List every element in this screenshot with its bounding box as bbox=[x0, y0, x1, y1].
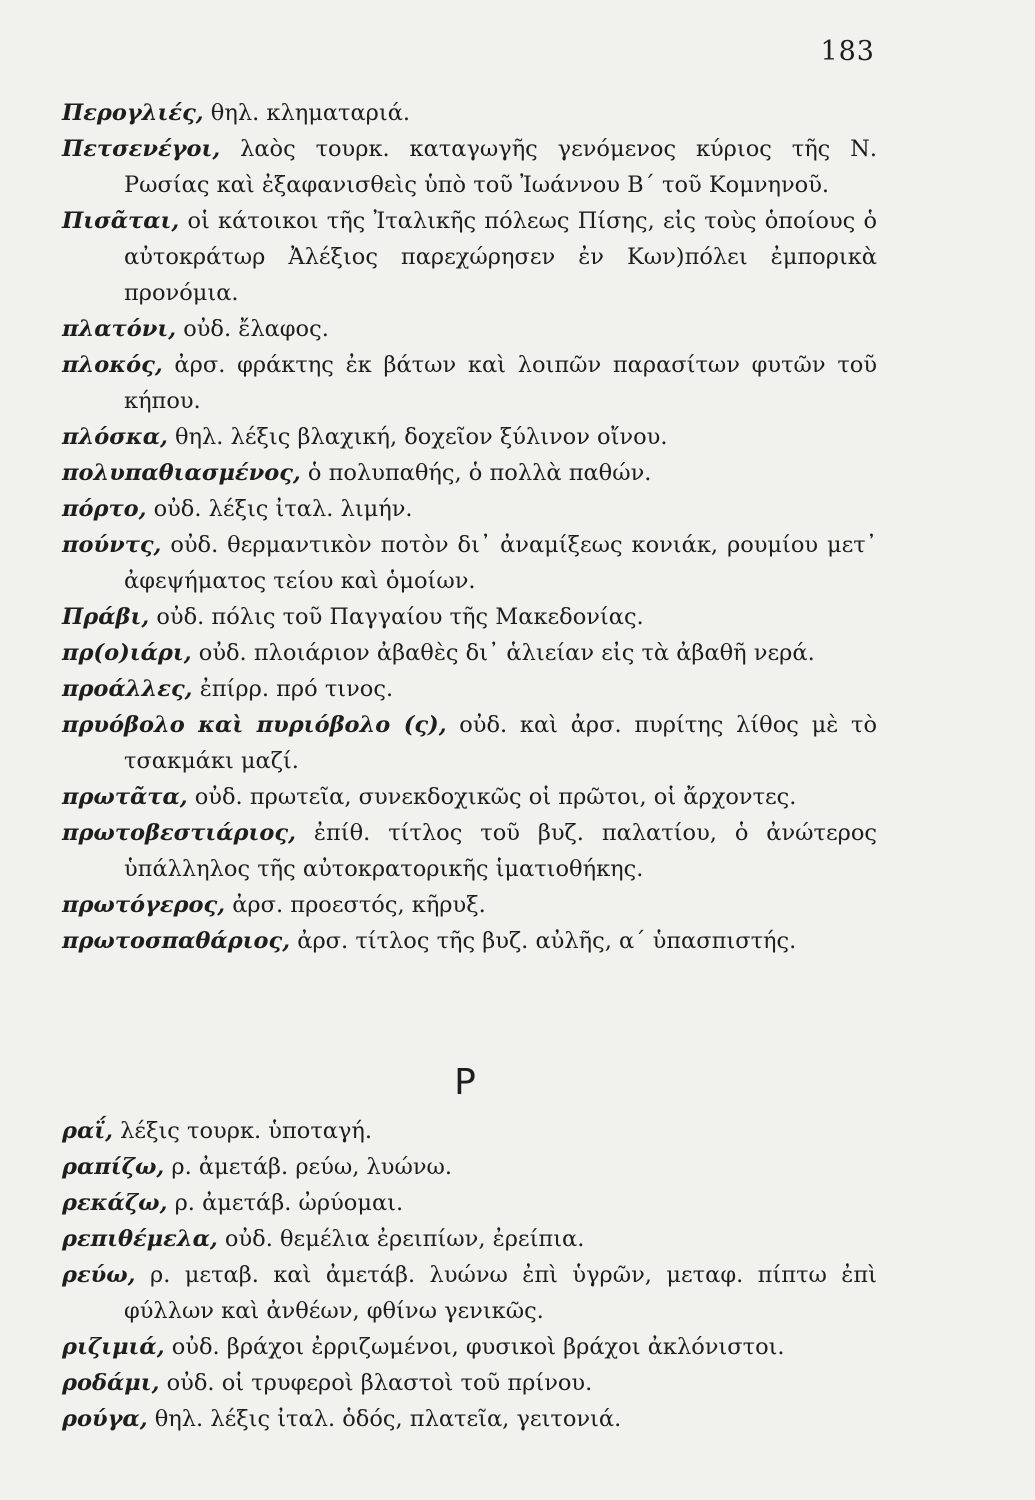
entry-definition: οὐδ. θεμέλια ἐρειπίων, ἐρείπια. bbox=[224, 1226, 585, 1252]
entry-headword: πρ(ο)ιάρι, bbox=[62, 640, 192, 666]
page-number: 183 bbox=[820, 36, 875, 67]
entry-definition: οὐδ. οἱ τρυφεροὶ βλαστοὶ τοῦ πρίνου. bbox=[166, 1370, 593, 1396]
glossary-entry bbox=[62, 527, 877, 599]
entry-definition: οὐδ. πρωτεῖα, συνεκδοχικῶς οἱ πρῶτοι, οἱ ἄρχοντες. bbox=[194, 784, 797, 810]
entry-headword: ραΐ, bbox=[62, 1118, 113, 1144]
glossary-entry bbox=[62, 1149, 877, 1185]
entry-definition: ἐπίθ. τίτλος τοῦ βυζ. παλατίου, ὁ ἀνώτερος ὑπάλληλος τῆς αὐτοκρατορικῆς ἱματιοθήκης. bbox=[124, 820, 878, 882]
entry-headword: πρωτόγερος, bbox=[62, 892, 226, 918]
entry-headword: πλατόνι, bbox=[62, 316, 177, 342]
glossary-entry bbox=[62, 131, 877, 203]
glossary-entry bbox=[62, 635, 877, 671]
entry-headword: Πράβι, bbox=[62, 604, 150, 630]
entry-definition: θηλ. λέξις βλαχική, δοχεῖον ξύλινον οἴνου. bbox=[175, 424, 668, 450]
entry-headword: πόρτο, bbox=[62, 496, 147, 522]
entry-headword: ραπίζω, bbox=[62, 1154, 165, 1180]
glossary-entry bbox=[62, 491, 877, 527]
section-letter: Ρ bbox=[454, 1062, 476, 1103]
glossary-entry bbox=[62, 1221, 877, 1257]
entry-headword: πρωτᾶτα, bbox=[62, 784, 188, 810]
glossary-entries-r bbox=[62, 1113, 877, 1437]
entry-headword: ρεκάζω, bbox=[62, 1190, 168, 1216]
glossary-entry bbox=[62, 779, 877, 815]
entry-headword: ρεπιθέμελα, bbox=[62, 1226, 218, 1252]
entry-definition: θηλ. λέξις ἰταλ. ὁδός, πλατεῖα, γειτονιά. bbox=[154, 1406, 622, 1432]
entry-headword: ροδάμι, bbox=[62, 1370, 160, 1396]
glossary-entry bbox=[62, 203, 877, 311]
entry-definition: οὐδ. θερμαντικὸν ποτὸν δι᾽ ἀναμίξεως κονιάκ, ρουμίου μετ᾽ ἀφεψήματος τείου καὶ ὁμοίων. bbox=[124, 532, 877, 594]
entry-definition: οἱ κάτοικοι τῆς Ἰταλικῆς πόλεως Πίσης, εἰς τοὺς ὁποίους ὁ αὐτοκράτωρ Ἀλέξιος παρεχώρησεν ἐν Κων)πόλει ἐμπορικὰ προνόμια. bbox=[124, 208, 877, 306]
glossary-entry bbox=[62, 95, 877, 131]
entry-headword: πούντς, bbox=[62, 532, 162, 558]
glossary-entry bbox=[62, 455, 877, 491]
entry-headword: πλοκός, bbox=[62, 352, 163, 378]
entry-headword: πρωτοσπαθάριος, bbox=[62, 928, 291, 954]
glossary-entry bbox=[62, 1113, 877, 1149]
glossary-entry bbox=[62, 347, 877, 419]
glossary-entry bbox=[62, 887, 877, 923]
entry-headword: ριζιμιά, bbox=[62, 1334, 165, 1360]
entry-definition: ἀρσ. φράκτης ἐκ βάτων καὶ λοιπῶν παρασίτων φυτῶν τοῦ κήπου. bbox=[124, 352, 877, 414]
entry-headword: ρεύω, bbox=[62, 1262, 136, 1288]
entry-definition: ρ. ἀμετάβ. ρεύω, λυώνω. bbox=[171, 1154, 453, 1180]
glossary-entry bbox=[62, 419, 877, 455]
entry-headword: προάλλες, bbox=[62, 676, 193, 702]
glossary-entry bbox=[62, 1401, 877, 1437]
entry-definition: ὁ πολυπαθής, ὁ πολλὰ παθών. bbox=[307, 460, 652, 486]
entry-definition: λέξις τουρκ. ὑποταγή. bbox=[120, 1118, 373, 1144]
entry-definition: ἀρσ. προεστός, κῆρυξ. bbox=[232, 892, 486, 918]
entry-definition: ἐπίρρ. πρό τινος. bbox=[199, 676, 394, 702]
entry-definition: ρ. ἀμετάβ. ὠρύομαι. bbox=[174, 1190, 404, 1216]
entry-definition: ἀρσ. τίτλος τῆς βυζ. αὐλῆς, α΄ ὑπασπιστής. bbox=[297, 928, 797, 954]
glossary-entries bbox=[62, 95, 877, 959]
entry-definition: οὐδ. λέξις ἰταλ. λιμήν. bbox=[153, 496, 413, 522]
entry-headword: Περογλιές, bbox=[62, 100, 204, 126]
entry-headword: Πισᾶται, bbox=[62, 208, 180, 234]
entry-definition: οὐδ. πλοιάριον ἀβαθὲς δι᾽ ἁλιείαν εἰς τὰ ἀβαθῆ νερά. bbox=[198, 640, 815, 666]
glossary-entry bbox=[62, 815, 877, 887]
entry-headword: πρυόβολο καὶ πυριόβολο (ς), bbox=[62, 712, 447, 738]
glossary-entry bbox=[62, 1257, 877, 1329]
entry-definition: οὐδ. ἔλαφος. bbox=[183, 316, 329, 342]
entry-headword: Πετσενέγοι, bbox=[62, 136, 221, 162]
glossary-entry bbox=[62, 707, 877, 779]
glossary-entry bbox=[62, 923, 877, 959]
glossary-entry bbox=[62, 1329, 877, 1365]
entry-definition: θηλ. κληματαριά. bbox=[210, 100, 411, 126]
entry-definition: λαὸς τουρκ. καταγωγῆς γενόμενος κύριος τῆς Ν. Ρωσίας καὶ ἐξαφανισθεὶς ὑπὸ τοῦ Ἰωάννου Β΄ τοῦ Κομνηνοῦ. bbox=[124, 136, 877, 198]
entry-definition: οὐδ. βράχοι ἐρριζωμένοι, φυσικοὶ βράχοι ἀκλόνιστοι. bbox=[171, 1334, 785, 1360]
entry-definition: οὐδ. καὶ ἀρσ. πυρίτης λίθος μὲ τὸ τσακμάκι μαζί. bbox=[124, 712, 877, 774]
glossary-entry bbox=[62, 1185, 877, 1221]
glossary-entry bbox=[62, 311, 877, 347]
entry-headword: πρωτοβεστιάριος, bbox=[62, 820, 296, 846]
glossary-entry bbox=[62, 1365, 877, 1401]
entry-headword: ρούγα, bbox=[62, 1406, 148, 1432]
entry-definition: οὐδ. πόλις τοῦ Παγγαίου τῆς Μακεδονίας. bbox=[156, 604, 644, 630]
entry-headword: πολυπαθιασμένος, bbox=[62, 460, 301, 486]
glossary-entry bbox=[62, 599, 877, 635]
entry-headword: πλόσκα, bbox=[62, 424, 168, 450]
glossary-entry bbox=[62, 671, 877, 707]
entry-definition: ρ. μεταβ. καὶ ἀμετάβ. λυώνω ἐπὶ ὑγρῶν, μεταφ. πίπτω ἐπὶ φύλλων καὶ ἀνθέων, φθίνω γενικῶς. bbox=[124, 1262, 877, 1324]
